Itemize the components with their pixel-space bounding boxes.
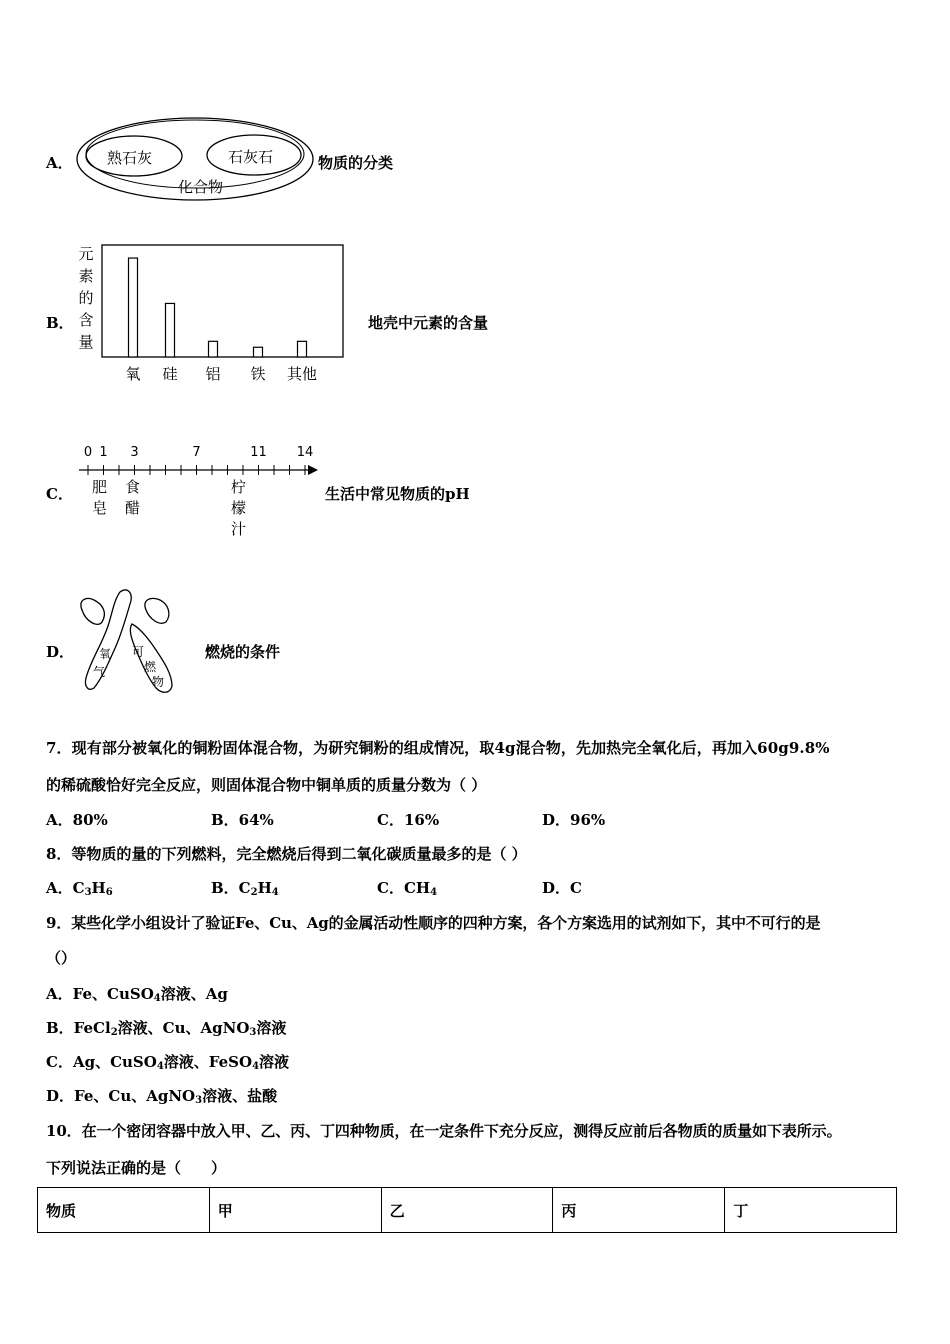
chart-y-label: 元 素 的 含 量 [78, 245, 94, 351]
q10-stem-line2: 下列说法正确的是（ ） [46, 1159, 227, 1177]
bar-category-label: 硅 [162, 365, 178, 383]
option-c-label: C． [46, 485, 73, 503]
oxygen-label: 氧 气 [93, 647, 112, 679]
q7-option-d[interactable]: D．96% [542, 811, 606, 829]
right-flame [145, 598, 169, 623]
bar [298, 341, 307, 357]
q8-option-d[interactable]: D．C [542, 879, 582, 897]
ph-tick-label: 7 [192, 445, 201, 460]
table-header-row [38, 1188, 897, 1233]
bar [129, 258, 138, 357]
bar-category-label: 铝 [205, 365, 221, 383]
q7-stem-line1: 7．现有部分被氧化的铜粉固体混合物，为研究铜粉的组成情况，取4g混合物，先加热完全氧化后，再加入60g9.8% [46, 739, 830, 757]
fuel-label: 可 燃 物 [132, 645, 165, 689]
option-a-label: A． [46, 154, 73, 172]
q7-stem-line2: 的稀硫酸恰好完全反应，则固体混合物中铜单质的质量分数为（ ） [46, 776, 487, 794]
q7-option-a[interactable]: A．80% [46, 811, 108, 829]
q7-option-c[interactable]: C．16% [377, 811, 440, 829]
ph-tick-label: 14 [296, 445, 314, 460]
soap-label: 肥 皂 [92, 478, 108, 517]
mass-table [37, 1187, 897, 1233]
bar-category-label: 氧 [125, 365, 141, 383]
table-header-cell: 乙 [381, 1188, 553, 1233]
chart-frame [102, 245, 343, 357]
q8-option-a[interactable]: A．$C_3H_6$ [46, 879, 113, 898]
lemon-juice-label: 柠 檬 汁 [231, 478, 247, 538]
vinegar-label: 食 醋 [125, 478, 141, 517]
ph-axis-arrow [308, 465, 318, 475]
bar [254, 347, 263, 357]
bar [209, 341, 218, 357]
inner-right-label: 石灰石 [228, 148, 274, 166]
outer-label: 化合物 [178, 178, 224, 196]
q9-option-d[interactable]: D．Fe、Cu、AgNO$_3$溶液、盐酸 [46, 1087, 278, 1106]
q9-option-a[interactable]: A．Fe、CuSO$_4$溶液、Ag [46, 985, 228, 1004]
q8-stem: 8．等物质的量的下列燃料，完全燃烧后得到二氧化碳质量最多的是（ ） [46, 845, 527, 863]
q9-option-c[interactable]: C．Ag、CuSO$_4$溶液、FeSO$_4$溶液 [46, 1053, 290, 1072]
ph-scale [76, 438, 321, 548]
crust-element-bar-chart [100, 240, 350, 390]
option-b-label: B． [46, 314, 74, 332]
q8-option-b[interactable]: B．$C_2H_4$ [211, 879, 279, 898]
q8-option-c[interactable]: C．$CH_4$ [377, 879, 438, 898]
table-header-cell: 丁 [725, 1188, 897, 1233]
option-b-caption: 地壳中元素的含量 [368, 314, 489, 332]
ph-tick-label: 3 [130, 445, 139, 460]
q9-stem-line1: 9．某些化学小组设计了验证Fe、Cu、Ag的金属活动性顺序的四种方案，各个方案选用的试剂如下，其中不可行的是 [46, 914, 821, 932]
q9-stem-line2: （） [46, 949, 77, 967]
ph-tick-label: 11 [250, 445, 267, 460]
bar-category-label: 其他 [286, 365, 318, 383]
combustion-fire-diagram [76, 584, 180, 696]
table-header-cell: 物质 [38, 1188, 210, 1233]
option-c-caption: 生活中常见物质的pH [325, 485, 470, 503]
q9-option-b[interactable]: B．FeCl$_2$溶液、Cu、AgNO$_3$溶液 [46, 1019, 287, 1038]
ph-tick-label: 1 [99, 445, 108, 460]
inner-left-label: 熟石灰 [107, 149, 153, 167]
q7-option-b[interactable]: B．64% [211, 811, 274, 829]
q10-stem-line1: 10．在一个密闭容器中放入甲、乙、丙、丁四种物质，在一定条件下充分反应，测得反应前后各物质的质量如下表所示。 [46, 1122, 842, 1140]
bar [166, 303, 175, 357]
ph-tick-label: 0 [83, 445, 93, 460]
table-header-cell: 丙 [553, 1188, 725, 1233]
option-d-caption: 燃烧的条件 [205, 643, 281, 661]
left-flame [81, 598, 105, 624]
option-a-caption: 物质的分类 [318, 154, 394, 172]
bar-category-label: 铁 [250, 365, 266, 383]
table-header-cell: 甲 [209, 1188, 381, 1233]
option-d-label: D． [46, 643, 75, 661]
